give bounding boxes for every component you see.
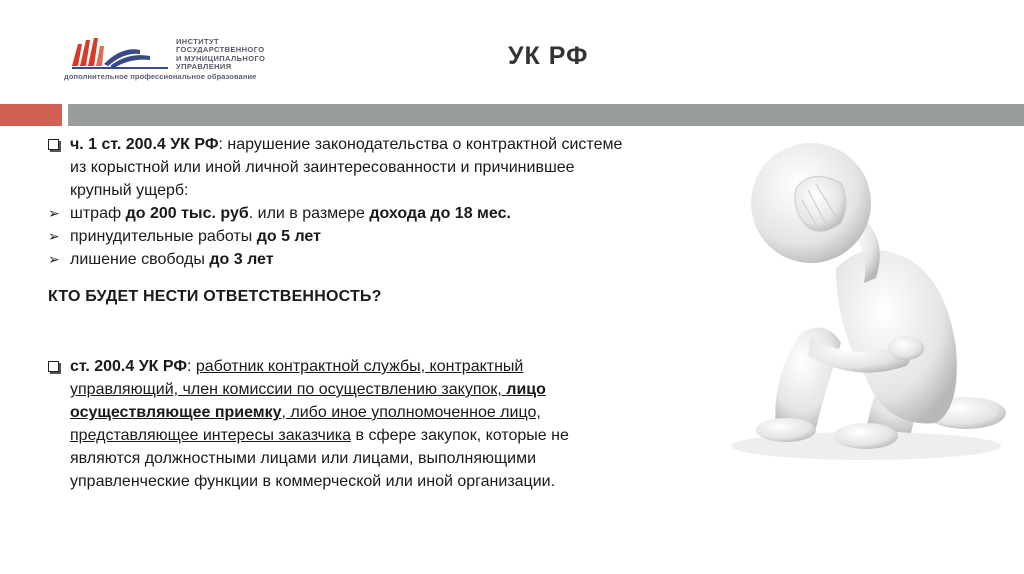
slide-content (48, 133, 623, 493)
offense-description: : нарушение законодательства о контрактной системе из корыстной или иной личной заинтересованности и причинившее крупный ущерб: (70, 136, 623, 199)
square-bullet-icon (48, 355, 64, 379)
logo-line: ИНСТИТУТ (176, 37, 220, 46)
logo-line: УПРАВЛЕНИЯ (176, 62, 232, 72)
institute-logo-icon (70, 36, 170, 70)
logo-subtitle: дополнительное профессиональное образование (64, 72, 257, 81)
square-bullet-icon (48, 133, 64, 157)
logo-text (176, 38, 265, 72)
paragraph-responsible-persons (48, 355, 623, 493)
question-heading: КТО БУДЕТ НЕСТИ ОТВЕТСТВЕННОСТЬ? (48, 288, 382, 305)
arrowhead-bullet-icon: ➢ (48, 228, 60, 244)
item-text: принудительные работы (70, 228, 257, 245)
accent-bar-gray (68, 104, 1024, 126)
logo-line: И МУНИЦИПАЛЬНОГО (176, 53, 266, 63)
arrowhead-bullet-icon: ➢ (48, 205, 60, 221)
article-reference: ч. 1 ст. 200.4 УК РФ (70, 136, 219, 153)
institute-logo (64, 34, 314, 84)
list-item-penalty-prison (48, 248, 623, 271)
arrowhead-bullet-icon: ➢ (48, 251, 60, 267)
item-bold: до 200 тыс. руб (125, 205, 249, 222)
sad-person-figure (716, 128, 1016, 468)
item-bold: до 5 лет (256, 228, 321, 245)
list-item-penalty-fine (48, 202, 623, 225)
item-bold: дохода до 18 мес. (369, 205, 511, 222)
paragraph-article-part1 (48, 133, 623, 202)
responsible-list: работник контрактной службы, контрактный управляющий, член комиссии по осуществлению закупок, (70, 358, 524, 398)
acceptance-person: лицо осуществляющее приемку (70, 381, 546, 421)
separator: : (186, 358, 196, 375)
slide-title: УК РФ (508, 42, 589, 70)
item-text: штраф (70, 205, 126, 222)
accent-bar-red (0, 104, 62, 126)
article-reference: ст. 200.4 УК РФ (70, 358, 187, 375)
item-text: лишение свободы (70, 251, 210, 268)
responsible-list-cont: , либо иное уполномоченное лицо, представляющее интересы заказчика (70, 404, 541, 444)
logo-line: ГОСУДАРСТВЕННОГО (176, 45, 265, 55)
item-text: . или в размере (248, 205, 370, 222)
list-item-penalty-labor (48, 225, 623, 248)
item-bold: до 3 лет (209, 251, 274, 268)
responsible-condition: в сфере закупок, которые не являются должностными лицами или лицами, выполняющими управленческие функции в коммерческой или иной организации. (70, 427, 569, 490)
